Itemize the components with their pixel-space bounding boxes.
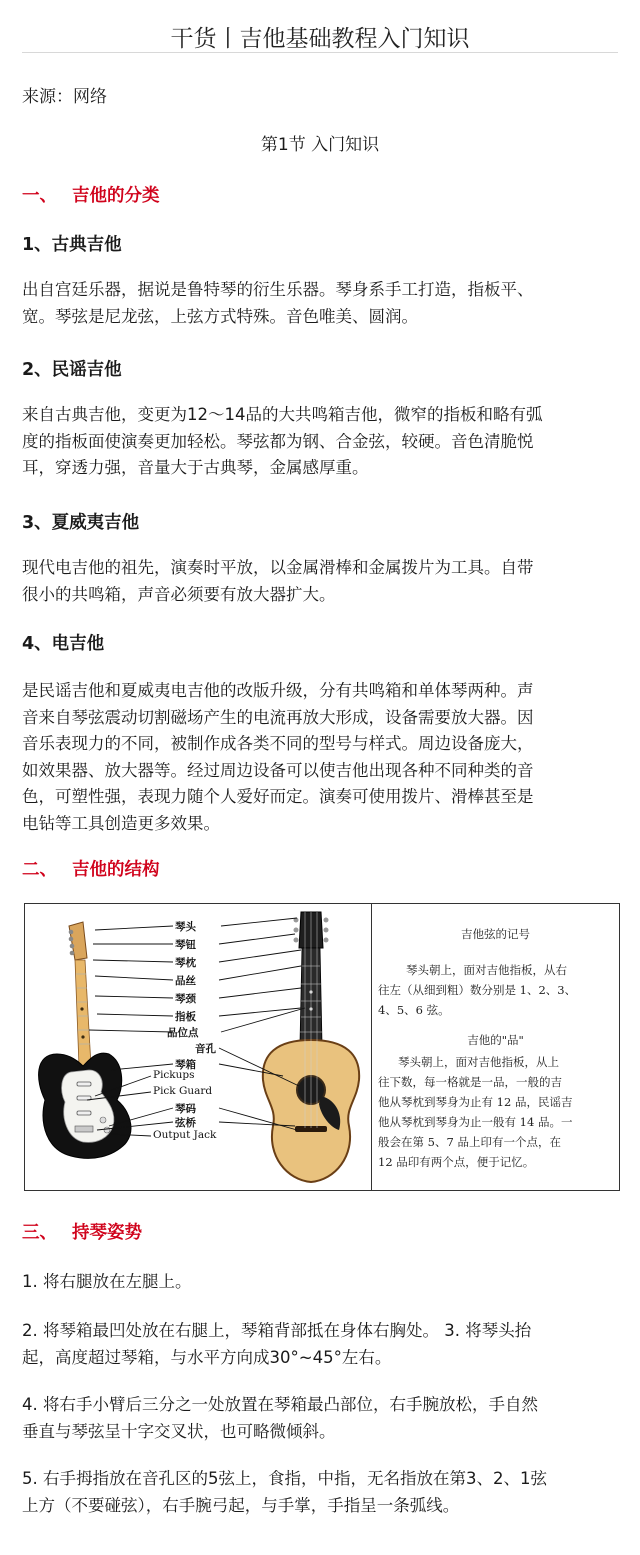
- paragraph-line: 音来自琴弦震动切割磁场产生的电流再放大形成，设备需要放大器。因: [22, 707, 534, 727]
- paragraph-line: 色，可塑性强，表现力随个人爱好而定。演奏可使用拨片、滑棒甚至是: [22, 787, 534, 806]
- type-title-classical: 1、古典吉他: [22, 235, 122, 255]
- paragraph-line: 5. 右手拇指放在音孔区的5弦上，食指，中指，无名指放在第3、2、1弦: [22, 1469, 547, 1488]
- type-desc-folk: [22, 402, 620, 482]
- label-output-jack: Output Jack: [153, 1129, 217, 1141]
- paragraph-line: 很小的共鸣箱，声音必须要有放大器扩大。: [22, 584, 336, 604]
- label-body: 琴箱: [175, 1059, 196, 1071]
- posture-step-2-3: [22, 1318, 620, 1371]
- title-divider: [22, 52, 618, 53]
- notes-line: 往下数，每一格就是一品，一般的吉: [378, 1075, 562, 1089]
- paragraph-line: 宽。琴弦是尼龙弦，上弦方式特殊。音色唯美、圆润。: [22, 306, 418, 326]
- paragraph-line: 上方（不要碰弦），右手腕弓起，与手掌，手指呈一条弧线。: [22, 1495, 460, 1515]
- label-neck: 琴颈: [175, 993, 196, 1005]
- paragraph-line: 如效果器、放大器等。经过周边设备可以使吉他出现各种不同种类的音: [22, 760, 534, 780]
- label-soundhole: 音孔: [195, 1043, 216, 1055]
- article-source: 来源：网络: [22, 87, 107, 107]
- label-position-markers: 品位点: [167, 1027, 199, 1039]
- heading-number: 三、: [22, 1223, 57, 1243]
- notes-line: 琴头朝上，面对吉他指板，从上: [398, 1055, 559, 1069]
- notes-line: 往左（从细到粗）数分别是 1、2、3、: [378, 983, 577, 997]
- heading-text: 持琴姿势: [72, 1223, 142, 1243]
- label-nut: 琴枕: [175, 957, 196, 969]
- notes-line: 4、5、6 弦。: [378, 1003, 450, 1017]
- type-desc-classical: [22, 277, 620, 330]
- heading-text: 吉他的结构: [72, 860, 160, 880]
- notes-line: 他从琴枕到琴身为止一般有 14 品。一: [378, 1115, 573, 1129]
- paragraph-line: 电钻等工具创造更多效果。: [22, 813, 220, 833]
- type-title-folk: 2、民谣吉他: [22, 360, 122, 380]
- notes-title-frets: 吉他的"品": [467, 1033, 524, 1047]
- label-saddle: 琴码: [175, 1103, 196, 1115]
- paragraph-line: 4. 将右手小臂后三分之一处放置在琴箱最凸部位，右手腕放松，手自然: [22, 1395, 538, 1414]
- heading-posture: [22, 1219, 142, 1244]
- paragraph-line: 1. 将右腿放在左腿上。: [22, 1272, 192, 1291]
- section-title: 第1节 入门知识: [260, 135, 380, 155]
- posture-step-1: [22, 1269, 620, 1296]
- heading-text: 吉他的分类: [72, 186, 160, 206]
- paragraph-line: 2. 将琴箱最凹处放在右腿上，琴箱背部抵在身体右胸处。 3. 将琴头抬: [22, 1321, 532, 1340]
- label-frets: 品丝: [175, 975, 196, 987]
- type-desc-electric: [22, 678, 620, 837]
- label-pick-guard: Pick Guard: [153, 1085, 213, 1097]
- type-title-electric: 4、电吉他: [22, 634, 105, 654]
- label-tuners: 琴钮: [175, 939, 196, 951]
- guitar-structure-diagram: [24, 903, 620, 1191]
- posture-step-4: [22, 1392, 620, 1445]
- paragraph-line: 起，高度超过琴箱，与水平方向成30°~45°左右。: [22, 1347, 392, 1367]
- paragraph-line: 垂直与琴弦呈十字交叉状，也可略微倾斜。: [22, 1421, 336, 1441]
- notes-title-strings: 吉他弦的记号: [461, 927, 530, 941]
- label-fingerboard: 指板: [175, 1011, 196, 1023]
- paragraph-line: 现代电吉他的祖先，演奏时平放，以金属滑棒和金属拨片为工具。自带: [22, 558, 534, 577]
- type-desc-hawaiian: [22, 555, 620, 608]
- label-pickups: Pickups: [153, 1069, 195, 1081]
- heading-number: 二、: [22, 860, 57, 880]
- electric-guitar-drawing: [39, 922, 131, 1158]
- notes-line: 般会在第 5、7 品上印有一个点，在: [378, 1135, 561, 1149]
- heading-structure: [22, 856, 160, 881]
- string-notes-panel: [372, 904, 619, 1190]
- notes-line: 琴头朝上，面对吉他指板，从右: [406, 963, 567, 977]
- type-title-hawaiian: 3、夏威夷吉他: [22, 513, 140, 533]
- posture-step-5: [22, 1466, 620, 1519]
- heading-classification: [22, 182, 160, 207]
- label-headstock: 琴头: [175, 921, 196, 933]
- paragraph-line: 度的指板面使演奏更加轻松。琴弦都为钢、合金弦，较硬。音色清脆悦: [22, 431, 534, 451]
- paragraph-line: 音乐表现力的不同，被制作成各类不同的型号与样式。周边设备庞大，: [22, 734, 534, 753]
- notes-line: 12 品印有两个点，便于记忆。: [378, 1155, 535, 1169]
- paragraph-line: 耳，穿透力强，音量大于古典琴，金属感厚重。: [22, 458, 369, 477]
- article-title: 干货丨吉他基础教程入门知识: [170, 26, 470, 52]
- label-bridge: 弦桥: [175, 1117, 196, 1129]
- heading-number: 一、: [22, 186, 57, 206]
- paragraph-line: 来自古典吉他，变更为12～14品的大共鸣箱吉他，微窄的指板和略有弧: [22, 405, 543, 424]
- notes-line: 他从琴枕到琴身为止有 12 品，民谣吉: [378, 1095, 573, 1109]
- paragraph-line: 是民谣吉他和夏威夷电吉他的改版升级，分有共鸣箱和单体琴两种。声: [22, 681, 534, 700]
- acoustic-guitar-drawing: [263, 912, 359, 1182]
- paragraph-line: 出自宫廷乐器，据说是鲁特琴的衍生乐器。琴身系手工打造，指板平、: [22, 280, 534, 299]
